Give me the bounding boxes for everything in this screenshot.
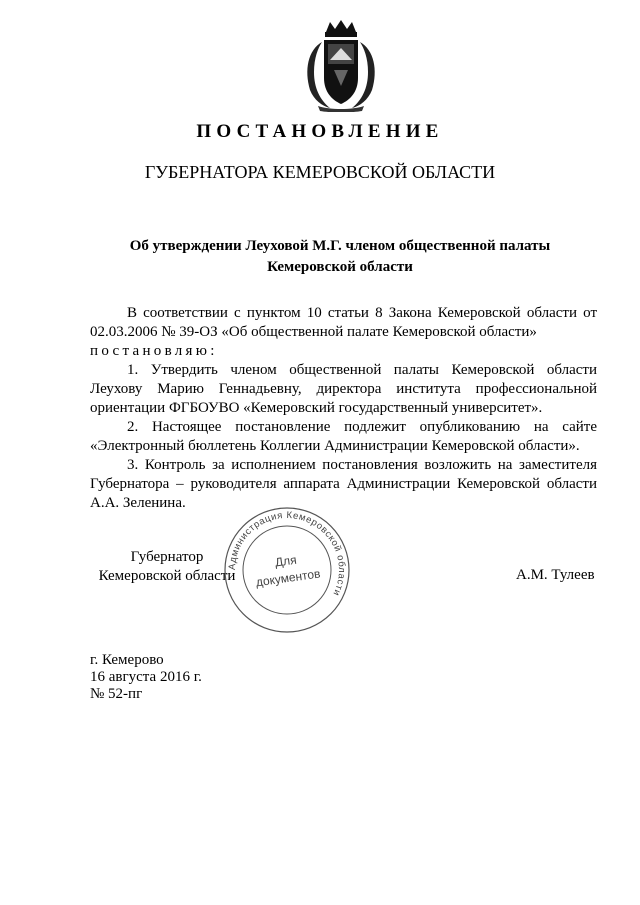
official-stamp — [222, 505, 352, 635]
coat-of-arms-icon — [300, 20, 382, 112]
stamp-center-line1: Для — [274, 552, 298, 570]
signature-position — [92, 548, 242, 586]
decree-body — [90, 304, 597, 513]
decree-item-2: 2. Настоящее постановление подлежит опубликованию на сайте «Электронный бюллетень Коллегии Администрации Кемеровской области». — [90, 419, 597, 454]
signature-position-line2: Кемеровской области — [98, 568, 236, 584]
decree-heading — [90, 236, 590, 278]
footer-date: 16 августа 2016 г. — [90, 669, 202, 685]
footer-city: г. Кемерово — [90, 652, 164, 668]
footer-number: № 52-пг — [90, 686, 143, 702]
preamble-paragraph: В соответствии с пунктом 10 статьи 8 Закона Кемеровской области от 02.03.2006 № 39-ОЗ «Об общественной палате Кемеровской области» — [90, 305, 597, 340]
decree-word: постановляю: — [90, 343, 218, 359]
document-subtitle: ГУБЕРНАТОРА КЕМЕРОВСКОЙ ОБЛАСТИ — [144, 162, 496, 182]
decree-item-1: 1. Утвердить членом общественной палаты Кемеровской области Леухову Марию Геннадьевну, директора института профессиональной ориентации ФГБОУВО «Кемеровский государственный университет». — [90, 362, 597, 416]
decree-item-3: 3. Контроль за исполнением постановления возложить на заместителя Губернатора – руководителя аппарата Администрации Кемеровской области А.А. Зеленина. — [90, 457, 597, 511]
signature-position-line1: Губернатор — [130, 549, 204, 565]
signatory-name: А.М. Тулеев — [516, 567, 595, 583]
document-title: ПОСТАНОВЛЕНИЕ — [196, 121, 444, 142]
document-footer — [90, 652, 202, 703]
decree-heading-line1: Об утверждении Леуховой М.Г. членом общественной палаты — [129, 238, 551, 254]
stamp-ring-text: Администрация Кемеровской области — [226, 509, 348, 598]
decree-heading-line2: Кемеровской области — [267, 259, 413, 275]
stamp-center-line2: документов — [255, 566, 322, 590]
